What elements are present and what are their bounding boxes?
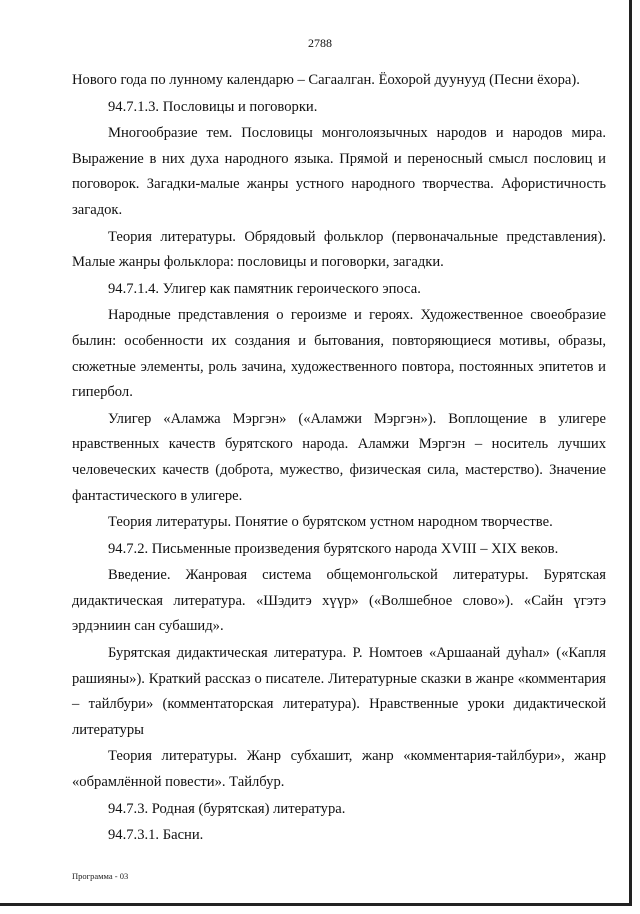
paragraph-continuation: Нового года по лунному календарю – Сагаалган. Ёохорой дуунууд (Песни ёхора). [72,72,580,88]
section-heading: 94.7.3. Родная (бурятская) литература. [108,800,346,817]
paragraph: Теория литературы. Жанр субхашит, жанр «комментария-тайлбури», жанр «обрамлённой повести». Тайлбур. [72,748,606,791]
paragraph: Бурятская дидактическая литература. Р. Номтоев «Аршаанай дуһал» («Капля рашияны»). Краткий рассказ о писателе. Литературные сказки в жанре «комментария – тайлбури» (комментаторская литература). Нравственные уроки дидактической литературы [72,645,606,738]
paragraph: Теория литературы. Понятие о бурятском устном народном творчестве. [108,514,553,531]
paragraph: Улигер «Аламжа Мэргэн» («Аламжи Мэргэн»). Воплощение в улигере нравственных качеств бурятского народа. Аламжи Мэргэн – носитель лучших человеческих качеств (доброта, мужество, физическая сила, мастерство). Значение фантастического в улигере. [72,410,606,504]
section-heading: 94.7.1.4. Улигер как памятник героического эпоса. [108,280,421,297]
section-heading: 94.7.1.3. Пословицы и поговорки. [108,98,318,115]
section-heading: 94.7.2. Письменные произведения бурятского народа XVIII – XIX веков. [108,540,559,557]
paragraph: Теория литературы. Обрядовый фольклор (первоначальные представления). Малые жанры фольклора: пословицы и поговорки, загадки. [72,228,606,271]
page-footer: Программа - 03 [72,871,129,881]
page-number: 2788 [308,36,332,50]
section-heading: 94.7.3.1. Басни. [108,827,204,844]
paragraph: Народные представления о героизме и героях. Художественное своеобразие былин: особенности их создания и бытования, повторяющиеся мотивы, образы, сюжетные элементы, роль зачина, художественного повтора, постоянных эпитетов и гипербол. [72,307,606,401]
paragraph: Многообразие тем. Пословицы монголоязычных народов и народов мира. Выражение в них духа народного языка. Прямой и переносный смысл пословиц и поговорок. Загадки-малые жанры устного народного творчества. Афористичность загадок. [72,125,606,218]
paragraph: Введение. Жанровая система общемонгольской литературы. Бурятская дидактическая литература. «Шэдитэ хүүр» («Волшебное слово»). «Сайн үгэтэ эрдэниин сан субашид». [72,567,606,635]
document-body [72,68,606,849]
